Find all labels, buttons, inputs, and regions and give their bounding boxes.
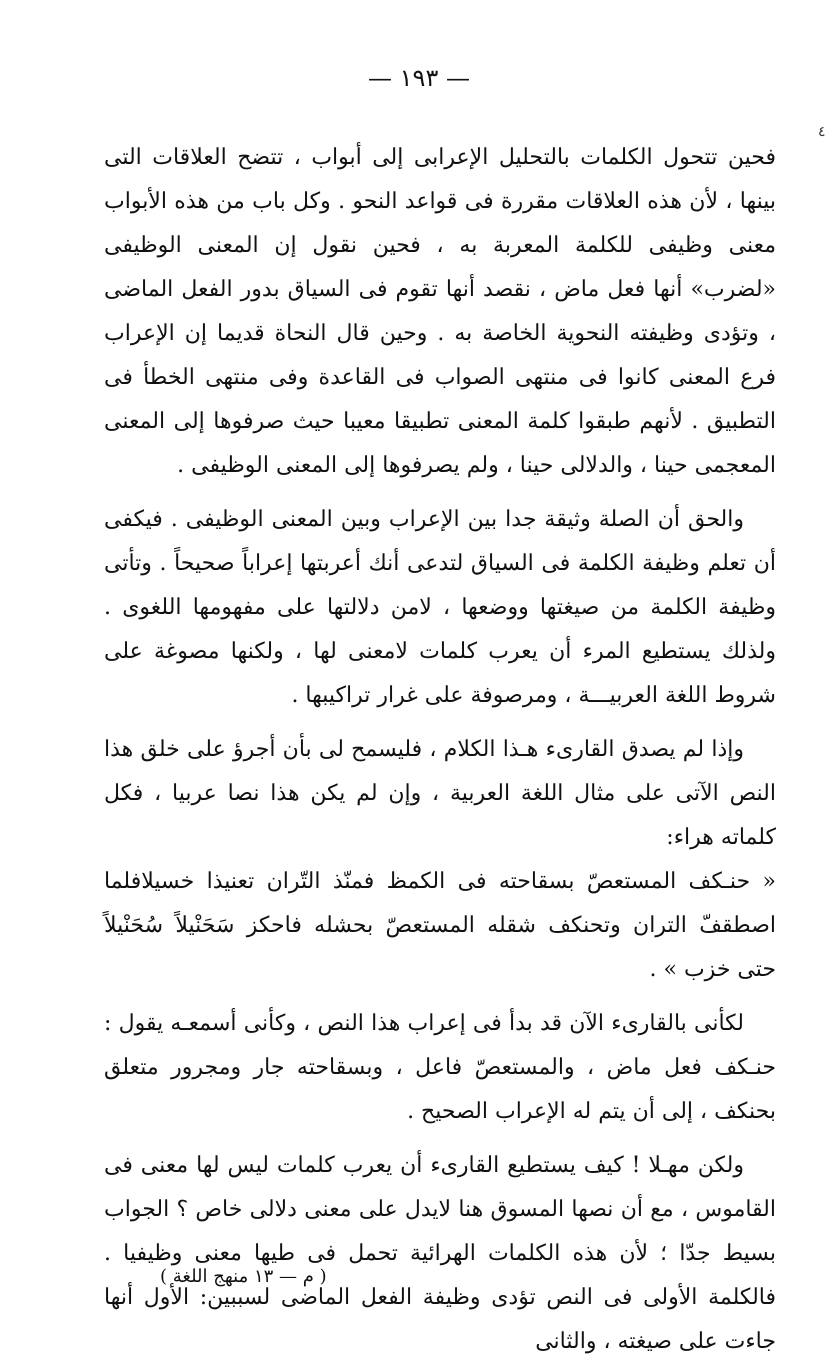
quoted-nonsense-text: « حنـكف المستعصّ بسقاحته فى الكمظ فمنّذ التّران تعنيذا خسيلافلما اصطقفّ التران وتحنكف شقله المستعصّ بحشله فاحكز سَحَنْيلاً سُحَنْيلاً حتى خزب » .: [104, 869, 776, 982]
paragraph-2: والحق أن الصلة وثيقة جدا بين الإعراب وبين المعنى الوظيفى . فيكفى أن تعلم وظيفة الكلمة فى السياق لتدعى أنك أعربتها إعراباً صحيحاً . وتأتى وظيفة الكلمة من صيغتها ووضعها ، لامن دلالتها على مفهومها اللغوى . ولذلك يستطيع المرء أن يعرب كلمات لامعنى لها ، ولكنها مصوغة على شروط اللغة العربيـــة ، ومرصوفة على غرار تراكيبها .: [104, 507, 776, 708]
footer-signature: ( م — ١٣ منهج اللغة ): [160, 1266, 327, 1287]
paragraph-3: وإذا لم يصدق القارىء هـذا الكلام ، فليسمح لى بأن أجرؤ على خلق هذا النص الآتى على مثال اللغة العربية ، وإن لم يكن هذا نصا عربيا ، فكل كلماته هراء:: [104, 737, 776, 850]
paragraph-1: فحين تتحول الكلمات بالتحليل الإعرابى إلى أبواب ، تتضح العلاقات التى بينها ، لأن هذه العلاقات مقررة فى قواعد النحو . وكل باب من هذه الأبواب معنى وظيفى للكلمة المعربة به ، فحين نقول إن المعنى الوظيفى «لضرب» أنها فعل ماض ، نقصد أنها تقوم فى السياق بدور الفعل الماضى ، وتؤدى وظيفته النحوية الخاصة به . وحين قال النحاة قديما إن الإعراب فرع المعنى كانوا فى منتهى الصواب فى القاعدة وفى منتهى الخطأ فى التطبيق . لأنهم طبقوا كلمة المعنى تطبيقا معيبا حيث صرفوها إلى المعنى المعجمى حينا ، والدلالى حينا ، ولم يصرفوها إلى المعنى الوظيفى .: [104, 145, 776, 478]
body-text: [104, 136, 776, 1364]
page-number: — ١٩٣ —: [368, 64, 470, 92]
paragraph-5: ولكن مهـلا ! كيف يستطيع القارىء أن يعرب كلمات ليس لها معنى فى القاموس ، مع أن نصها المسوق هنا لايدل على معنى دلالى خاص ؟ الجواب بسيط جدّا ؛ لأن هذه الكلمات الهرائية تحمل فى طيها معنى وظيفيا . فالكلمة الأولى فى النص تؤدى وظيفة الفعل الماضى لسببين: الأول أنها جاءت على صيغته ، والثانى: [104, 1153, 776, 1354]
paragraph-4: لكأنى بالقارىء الآن قد بدأ فى إعراب هذا النص ، وكأنى أسمعـه يقول : حنـكف فعل ماض ، والمستعصّ فاعل ، وبسقاحته جار ومجرور متعلق بحنكف ، إلى أن يتم له الإعراب الصحيح .: [104, 1011, 776, 1124]
margin-mark: ٤: [818, 124, 826, 140]
